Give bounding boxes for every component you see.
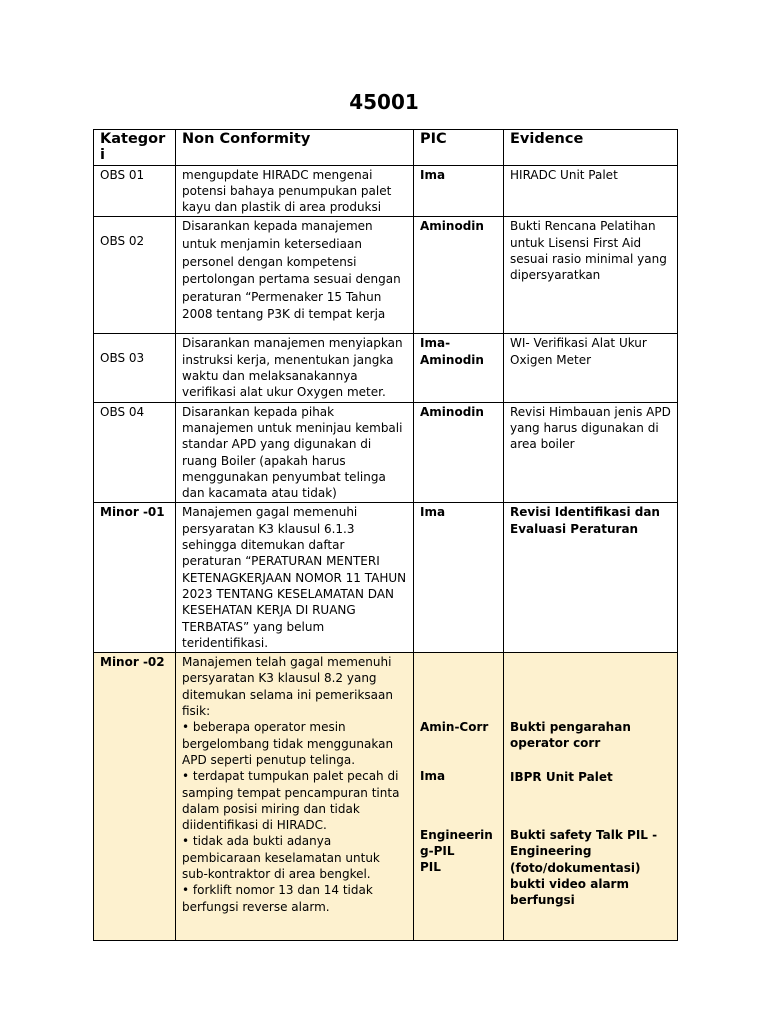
cell-pic: Aminodin xyxy=(414,402,504,503)
cell-evidence: WI- Verifikasi Alat Ukur Oxigen Meter xyxy=(504,334,678,402)
audit-table xyxy=(93,129,678,941)
pic-item: Amin-Corr xyxy=(420,720,489,735)
cell-non-conformity xyxy=(176,653,414,941)
nc-finding: • terdapat tumpukan palet pecah di samping tempat pencampuran tinta dalam posisi miring dan tidak diidentifikasi di HIRADC. xyxy=(182,769,400,833)
page-title: 45001 xyxy=(349,90,419,114)
table-row xyxy=(94,217,678,334)
cell-kategori: OBS 01 xyxy=(94,165,176,217)
table-row xyxy=(94,503,678,653)
evidence-item: Bukti pengarahan operator corr xyxy=(510,720,631,751)
pic-item: PIL xyxy=(420,860,441,875)
cell-kategori: OBS 04 xyxy=(94,402,176,503)
nc-finding: • forklift nomor 13 dan 14 tidak berfungsi reverse alarm. xyxy=(182,883,373,914)
pic-item: Engineering-PIL xyxy=(420,827,493,859)
cell-evidence xyxy=(504,653,678,941)
table-header-row xyxy=(94,130,678,166)
cell-kategori: Minor -01 xyxy=(94,503,176,653)
evidence-item: IBPR Unit Palet xyxy=(510,769,613,784)
header-evidence: Evidence xyxy=(504,130,678,166)
cell-non-conformity: mengupdate HIRADC mengenai potensi bahaya penumpukan palet kayu dan plastik di area produksi xyxy=(176,165,414,217)
cell-pic: Ima xyxy=(414,165,504,217)
cell-non-conformity: Manajemen gagal memenuhi persyaratan K3 klausul 6.1.3 sehingga ditemukan daftar peraturan “PERATURAN MENTERI KETENAGKERJAAN NOMOR 11 TAHUN 2023 TENTANG KESELAMATAN DAN KESEHATAN KERJA DI RUANG TERBATAS” yang belum teridentifikasi. xyxy=(176,503,414,653)
cell-kategori: OBS 03 xyxy=(94,334,176,402)
cell-evidence: Bukti Rencana Pelatihan untuk Lisensi First Aid sesuai rasio minimal yang dipersyaratkan xyxy=(504,217,678,334)
cell-evidence: HIRADC Unit Palet xyxy=(504,165,678,217)
cell-pic: Aminodin xyxy=(414,217,504,334)
table-row xyxy=(94,165,678,217)
cell-non-conformity: Disarankan kepada pihak manajemen untuk meninjau kembali standar APD yang digunakan di ruang Boiler (apakah harus menggunakan penyumbat telinga dan kacamata atau tidak) xyxy=(176,402,414,503)
table-row xyxy=(94,334,678,402)
cell-evidence: Revisi Identifikasi dan Evaluasi Peraturan xyxy=(504,503,678,653)
table-row xyxy=(94,402,678,503)
evidence-item: Bukti safety Talk PIL - Engineering (foto/dokumentasi) xyxy=(510,828,658,875)
cell-pic: Ima xyxy=(414,503,504,653)
header-pic: PIC xyxy=(414,130,504,166)
cell-kategori: Minor -02 xyxy=(94,653,176,941)
pic-item: Ima xyxy=(420,769,446,784)
header-non-conformity: Non Conformity xyxy=(176,130,414,166)
nc-finding: • tidak ada bukti adanya pembicaraan keselamatan untuk sub-kontraktor di area bengkel. xyxy=(182,834,380,881)
evidence-item: bukti video alarm berfungsi xyxy=(510,876,629,908)
cell-non-conformity: Disarankan kepada manajemen untuk menjamin ketersediaan personel dengan kompetensi pertolongan pertama sesuai dengan peraturan “Permenaker 15 Tahun 2008 tentang P3K di tempat kerja xyxy=(176,217,414,334)
table-row-highlighted xyxy=(94,653,678,941)
cell-pic: Ima-Aminodin xyxy=(414,334,504,402)
cell-kategori: OBS 02 xyxy=(94,217,176,334)
nc-intro: Manajemen telah gagal memenuhi persyaratan K3 klausul 8.2 yang ditemukan selama ini pemeriksaan fisik: xyxy=(182,655,393,719)
cell-non-conformity: Disarankan manajemen menyiapkan instruksi kerja, menentukan jangka waktu dan melaksanakannya verifikasi alat ukur Oxygen meter. xyxy=(176,334,414,402)
nc-finding: • beberapa operator mesin bergelombang tidak menggunakan APD seperti penutup telinga. xyxy=(182,720,394,767)
cell-evidence: Revisi Himbauan jenis APD yang harus digunakan di area boiler xyxy=(504,402,678,503)
header-kategori: Kategori xyxy=(94,130,176,166)
cell-pic xyxy=(414,653,504,941)
